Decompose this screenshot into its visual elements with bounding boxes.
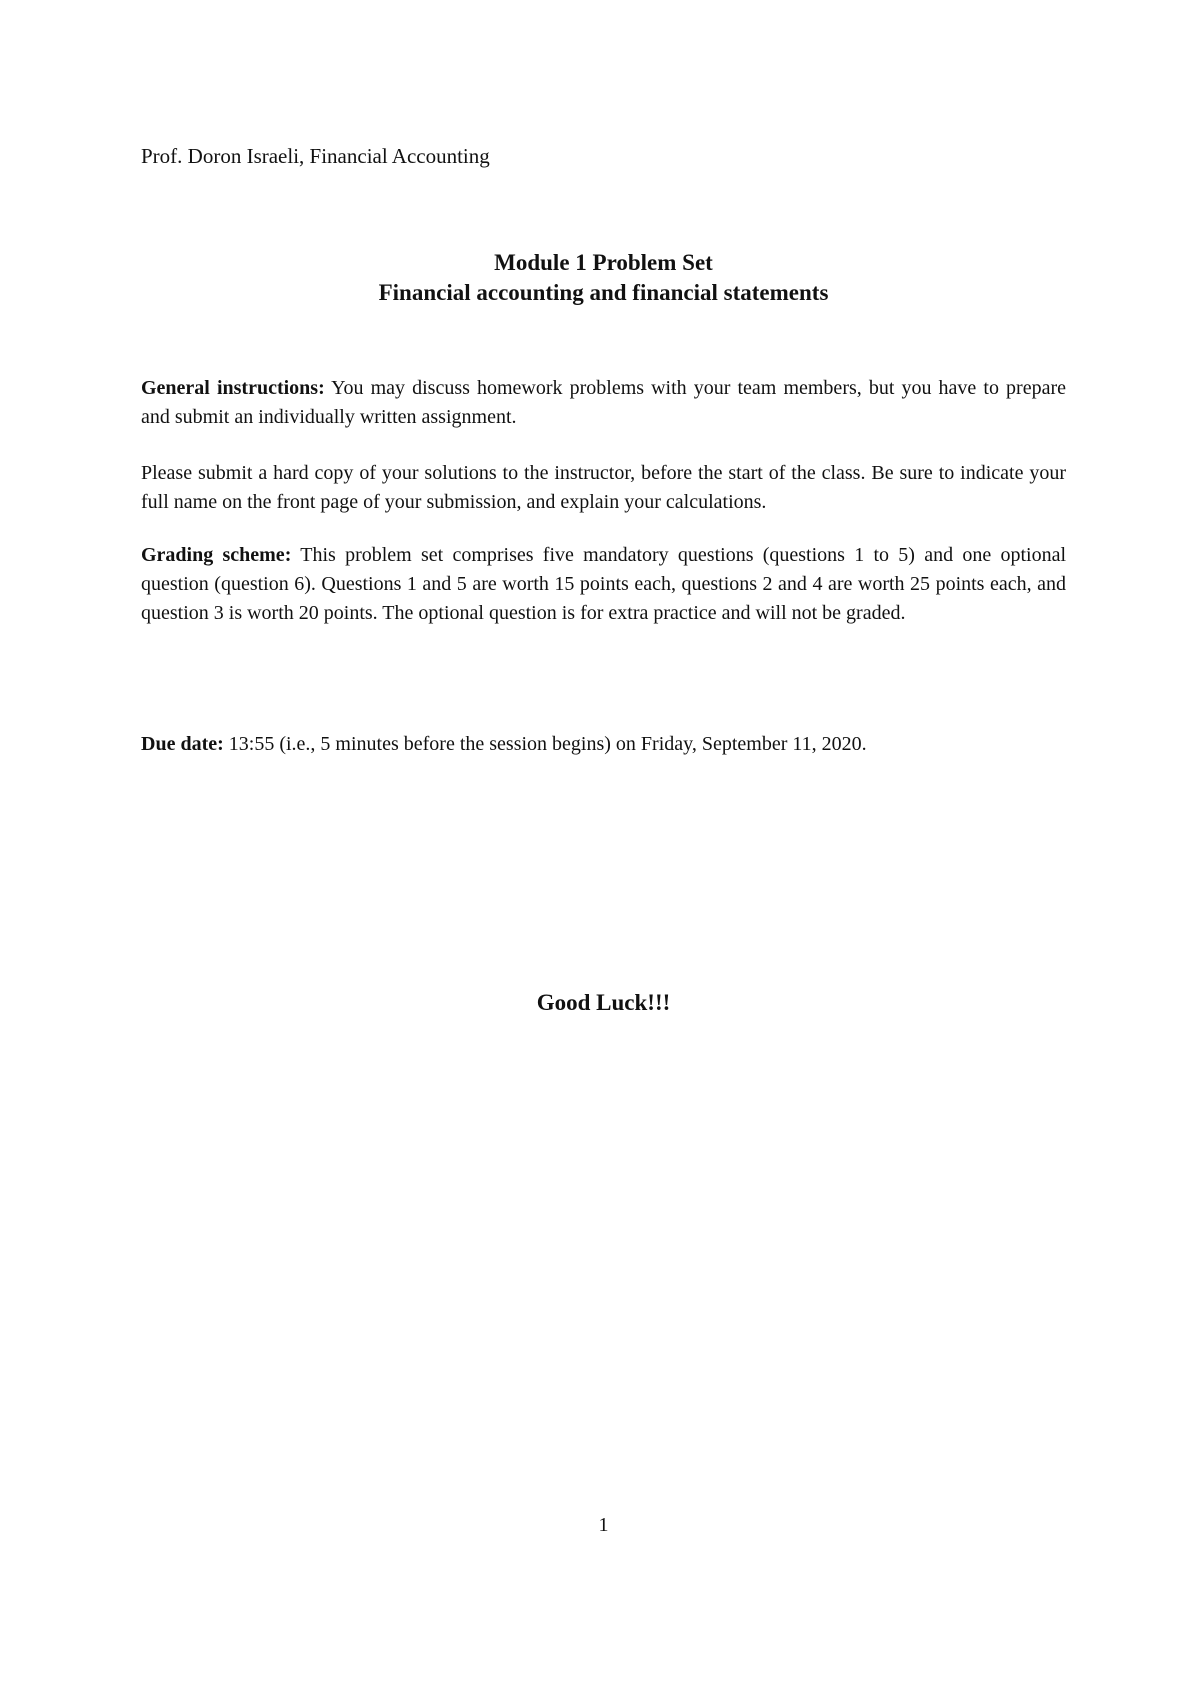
course-header: Prof. Doron Israeli, Financial Accounting: [141, 144, 490, 168]
general-instructions-paragraph: [141, 374, 1066, 432]
submission-text: Please submit a hard copy of your solutions to the instructor, before the start of the class. Be sure to indicate your full name on the front page of your submission, and explain your calculations.: [141, 462, 1066, 513]
general-instructions-text: You may discuss homework problems with your team members, but you have to prepare and submit an individually written assignment.: [141, 377, 1066, 428]
due-date-text: 13:55 (i.e., 5 minutes before the session begins) on Friday, September 11, 2020.: [223, 733, 867, 755]
due-date-paragraph: [141, 730, 1066, 759]
title-block: [141, 248, 1066, 308]
submission-paragraph: [141, 459, 1066, 517]
grading-scheme-label: Grading scheme:: [141, 544, 292, 566]
due-date-label: Due date:: [141, 733, 224, 755]
grading-scheme-text: This problem set comprises five mandatory questions (questions 1 to 5) and one optional question (question 6). Questions 1 and 5 are worth 15 points each, questions 2 and 4 are worth 25 points each, and question 3 is worth 20 points. The optional question is for extra practice and will not be graded.: [141, 544, 1067, 624]
page-number: 1: [598, 1514, 609, 1536]
module-title: Module 1 Problem Set: [494, 250, 713, 275]
module-subtitle: Financial accounting and financial statements: [378, 280, 829, 305]
closing-text: Good Luck!!!: [536, 990, 671, 1015]
general-instructions-label: General instructions:: [141, 377, 325, 399]
grading-scheme-paragraph: [141, 541, 1066, 628]
